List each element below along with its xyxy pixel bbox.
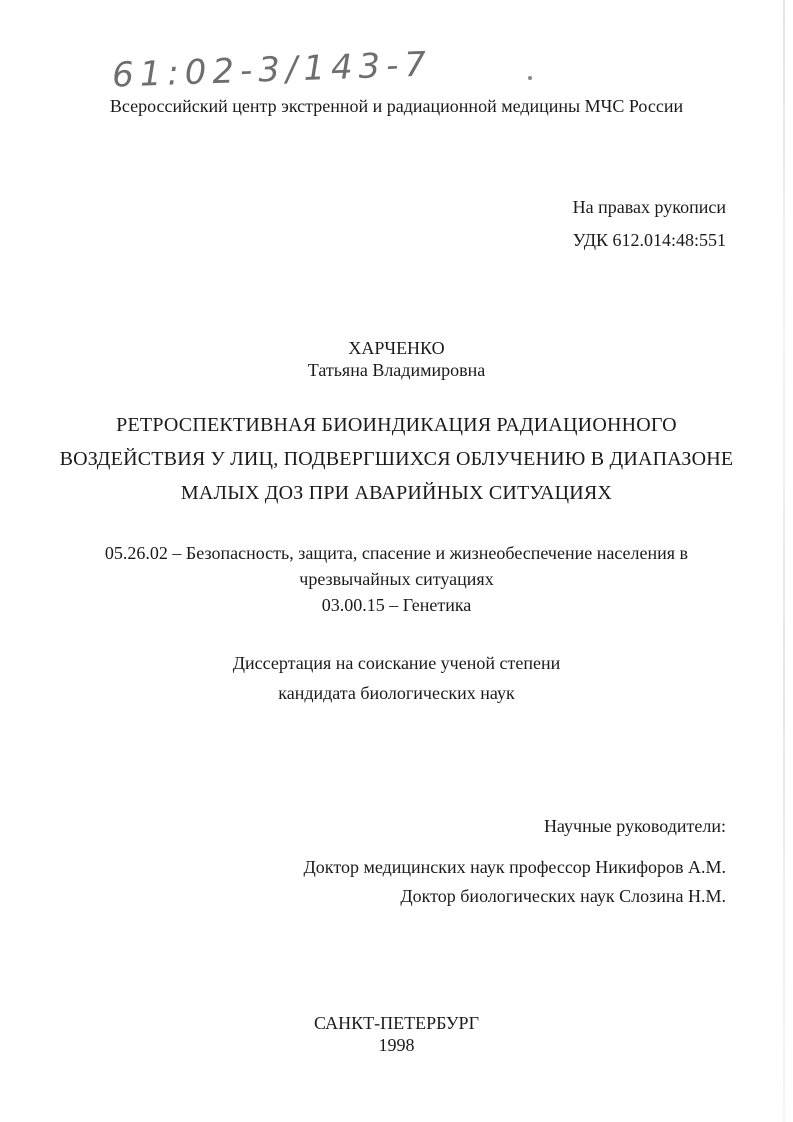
specialty-line: чрезвычайных ситуациях [299, 569, 494, 589]
dissertation-title-line: РЕТРОСПЕКТИВНАЯ БИОИНДИКАЦИЯ РАДИАЦИОННОГО [116, 414, 677, 436]
specialty-line: 03.00.15 – Генетика [321, 595, 472, 615]
degree-line: кандидата биологических наук [278, 683, 515, 703]
udc-code: УДК 612.014:48:551 [572, 230, 726, 250]
dissertation-title-line: ВОЗДЕЙСТВИЯ У ЛИЦ, ПОДВЕРГШИХСЯ ОБЛУЧЕНИЮ В ДИАПАЗОНЕ [59, 448, 734, 470]
city: САНКТ-ПЕТЕРБУРГ [314, 1013, 479, 1033]
supervisors-heading: Научные руководители: [543, 816, 726, 836]
archive-code-handwritten: 61:02-3/143-7 [111, 44, 433, 96]
dissertation-title-line: МАЛЫХ ДОЗ ПРИ АВАРИЙНЫХ СИТУАЦИЯХ [180, 482, 613, 504]
year: 1998 [378, 1035, 415, 1055]
institution-name: Всероссийский центр экстренной и радиационной медицины МЧС России [109, 96, 684, 116]
specialty-line: 05.26.02 – Безопасность, защита, спасение и жизнеобеспечение населения в [104, 543, 689, 563]
rights-notice: На правах рукописи [572, 197, 726, 217]
author-given-names: Татьяна Владимировна [307, 360, 486, 380]
degree-line: Диссертация на соискание ученой степени [232, 653, 561, 673]
archive-dot [528, 76, 532, 80]
supervisor-item: Доктор медицинских наук профессор Никифоров А.М. [303, 857, 726, 877]
author-surname: ХАРЧЕНКО [348, 338, 445, 358]
supervisor-item: Доктор биологических наук Слозина Н.М. [400, 886, 726, 906]
